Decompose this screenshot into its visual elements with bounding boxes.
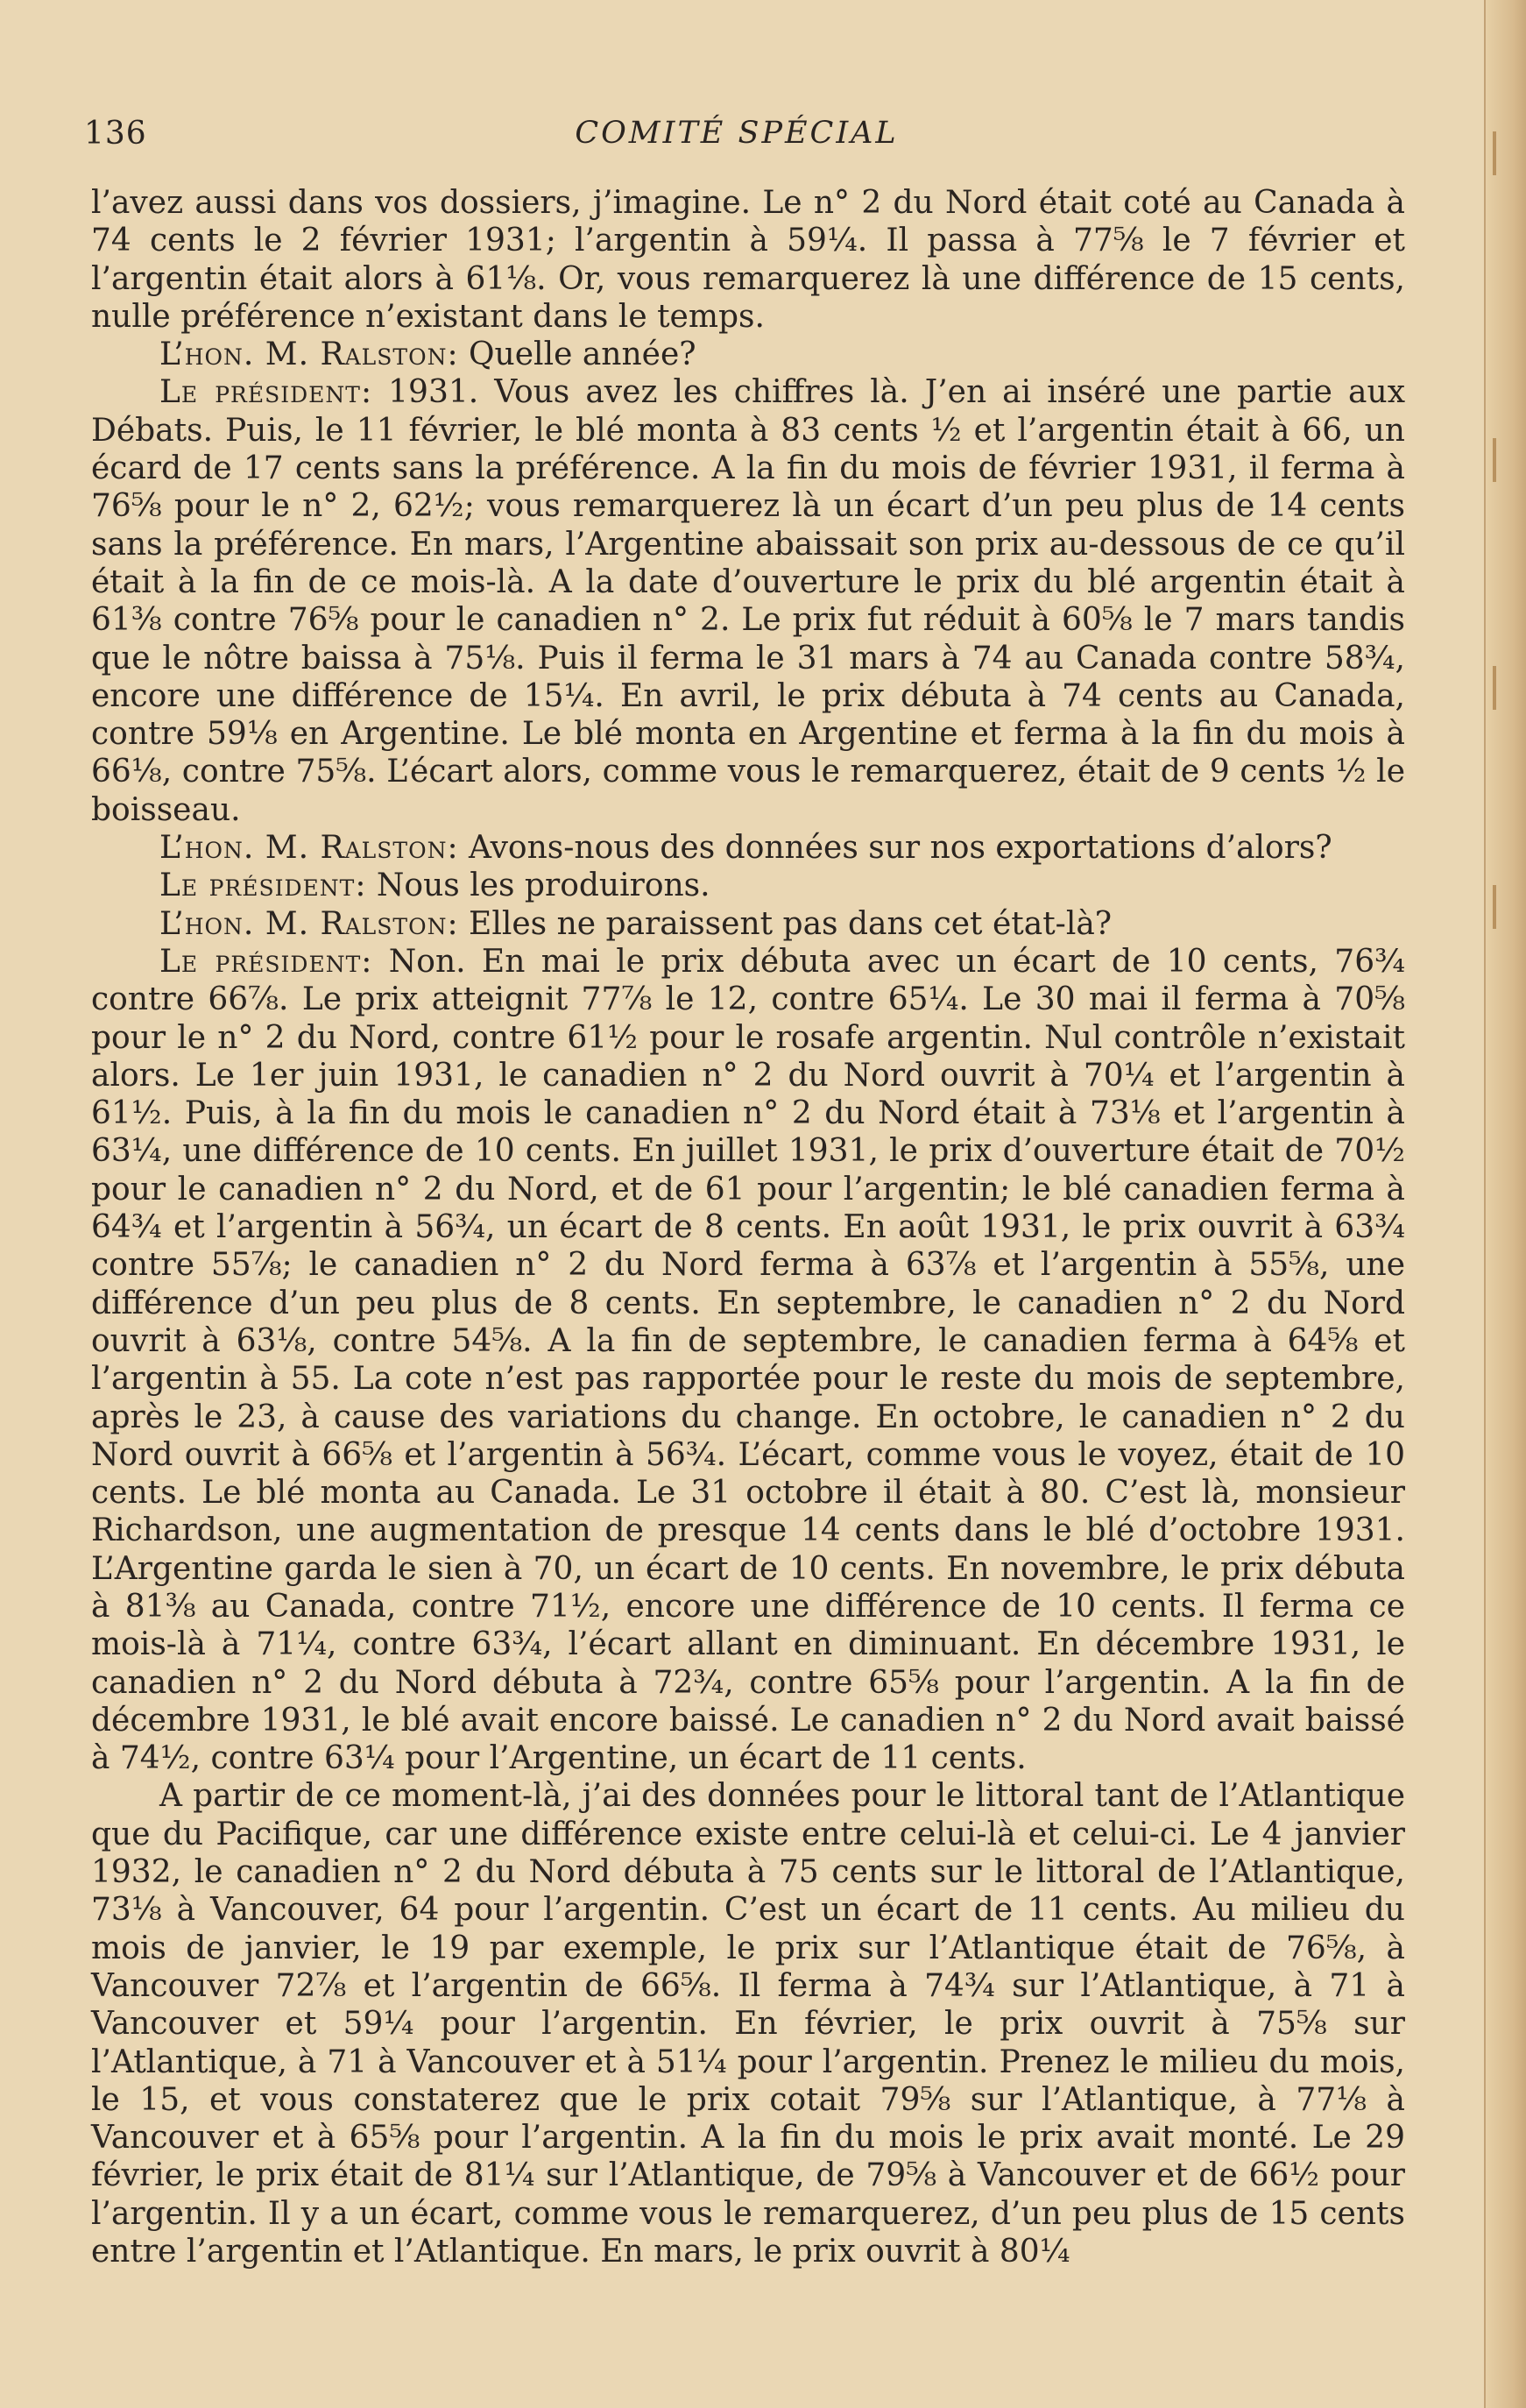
- edge-mark: [1493, 666, 1496, 710]
- page-edge: [1484, 0, 1526, 2408]
- paragraph: [91, 336, 1405, 373]
- paragraph-text: Elles ne paraissent pas dans cet état-là?: [469, 905, 1113, 942]
- speaker: L’hon. M. Ralston:: [159, 905, 459, 942]
- paragraph-text: Avons-nous des données sur nos exportations d’alors?: [469, 830, 1332, 867]
- speaker: Le président:: [159, 868, 367, 904]
- speaker: Le président:: [159, 374, 373, 411]
- running-title: COMITÉ SPÉCIAL: [575, 116, 899, 151]
- paragraph: [91, 184, 1405, 336]
- edge-mark: [1493, 438, 1496, 482]
- paragraph: [91, 905, 1405, 943]
- paragraph-text: Nous les produirons.: [376, 868, 710, 904]
- paragraph-text: Non. En mai le prix débuta avec un écart de 10 cents, 76¾ contre 66⅞. Le prix atteignit 77⅞ le 12, contre 65¼. Le 30 mai il ferma à 70⅝ pour le n° 2 du Nord, contre 61½ pour le rosafe argentin. Nul contrôle n’existait alors. Le 1er juin 1931, le canadien n° 2 du Nord ouvrit à 70¼ et l’argentin à 61½. Puis, à la fin du mois le canadien n° 2 du Nord était à 73⅛ et l’argentin à 63¼, une différence de 10 cents. En juillet 1931, le prix d’ouverture était de 70½ pour le canadien n° 2 du Nord, et de 61 pour l’argentin; le blé canadien ferma à 64¾ et l’argentin à 56¾, un écart de 8 cents. En août 1931, le prix ouvrit à 63¾ contre 55⅞; le canadien n° 2 du Nord ferma à 63⅞ et l’argentin à 55⅝, une différence d’un peu plus de 8 cents. En septembre, le canadien n° 2 du Nord ouvrit à 63⅛, contre 54⅝. A la fin de septembre, le canadien ferma à 64⅝ et l’argentin à 55. La cote n’est pas rapportée pour le reste du mois de septembre, après le 23, à cause des variations du change. En octobre, le canadien n° 2 du Nord ouvrit à 66⅝ et l’argentin à 56¾. L’écart, comme vous le voyez, était de 10 cents. Le blé monta au Canada. Le 31 octobre il était à 80. C’est là, monsieur Richardson, une augmentation de presque 14 cents dans le blé d’octobre 1931. L’Argentine garda le sien à 70, un écart de 10 cents. En novembre, le prix débuta à 81⅜ au Canada, contre 71½, encore une différence de 10 cents. Il ferma ce mois-là à 71¼, contre 63¾, l’écart allant en diminuant. En décembre 1931, le canadien n° 2 du Nord débuta à 72¾, contre 65⅝ pour l’argentin. A la fin de décembre 1931, le blé avait encore baissé. Le canadien n° 2 du Nord avait baissé à 74½, contre 63¼ pour l’Argentine, un écart de 11 cents.: [91, 943, 1406, 1777]
- speaker: L’hon. M. Ralston:: [159, 830, 459, 867]
- paragraph-text: l’avez aussi dans vos dossiers, j’imagine. Le n° 2 du Nord était coté au Canada à 74 cents le 2 février 1931; l’argentin à 59¼. Il passa à 77⅝ le 7 février et l’argentin était alors à 61⅛. Or, vous remarquerez là une différence de 15 cents, nulle préférence n’existant dans le temps.: [91, 185, 1405, 335]
- paragraph: [91, 1777, 1405, 2270]
- edge-mark: [1493, 131, 1496, 175]
- paragraph: [91, 373, 1405, 829]
- page-body: [91, 184, 1405, 2270]
- paragraph-text: A partir de ce moment-là, j’ai des données pour le littoral tant de l’Atlantique que du Pacifique, car une différence existe entre celui-là et celui-ci. Le 4 janvier 1932, le canadien n° 2 du Nord débuta à 75 cents sur le littoral de l’Atlantique, 73⅛ à Vancouver, 64 pour l’argentin. C’est un écart de 11 cents. Au milieu du mois de janvier, le 19 par exemple, le prix sur l’Atlantique était de 76⅝, à Vancouver 72⅞ et l’argentin de 66⅝. Il ferma à 74¾ sur l’Atlantique, à 71 à Vancouver et 59¼ pour l’argentin. En février, le prix ouvrit à 75⅝ sur l’Atlantique, à 71 à Vancouver et à 51¼ pour l’argentin. Prenez le milieu du mois, le 15, et vous constaterez que le prix cotait 79⅝ sur l’Atlantique, à 77⅛ à Vancouver et à 65⅝ pour l’argentin. A la fin du mois le prix avait monté. Le 29 février, le prix était de 81¼ sur l’Atlantique, de 79⅝ à Vancouver et de 66½ pour l’argentin. Il y a un écart, comme vous le remarquerez, d’un peu plus de 15 cents entre l’argentin et l’Atlantique. En mars, le prix ouvrit à 80¼: [91, 1778, 1405, 2270]
- paragraph-text: 1931. Vous avez les chiffres là. J’en ai inséré une partie aux Débats. Puis, le 11 février, le blé monta à 83 cents ½ et l’argentin était à 66, un écard de 17 cents sans la préférence. A la fin du mois de février 1931, il ferma à 76⅝ pour le n° 2, 62½; vous remarquerez là un écart d’un peu plus de 14 cents sans la préférence. En mars, l’Argentine abaissait son prix au-dessous de ce qu’il était à la fin de ce mois-là. A la date d’ouverture le prix du blé argentin était à 61⅜ contre 76⅝ pour le canadien n° 2. Le prix fut réduit à 60⅝ le 7 mars tandis que le nôtre baissa à 75⅛. Puis il ferma le 31 mars à 74 au Canada contre 58¾, encore une différence de 15¼. En avril, le prix débuta à 74 cents au Canada, contre 59⅛ en Argentine. Le blé monta en Argentine et ferma à la fin du mois à 66⅛, contre 75⅝. L’écart alors, comme vous le remarquerez, était de 9 cents ½ le boisseau.: [91, 374, 1405, 828]
- paragraph: [91, 829, 1405, 867]
- speaker: Le président:: [159, 943, 373, 980]
- paragraph-text: Quelle année?: [469, 336, 696, 373]
- page-header: [84, 116, 1389, 159]
- paragraph: [91, 943, 1405, 1778]
- paragraph: [91, 867, 1405, 904]
- page-number: 136: [84, 116, 147, 152]
- edge-mark: [1493, 885, 1496, 929]
- speaker: L’hon. M. Ralston:: [159, 336, 459, 373]
